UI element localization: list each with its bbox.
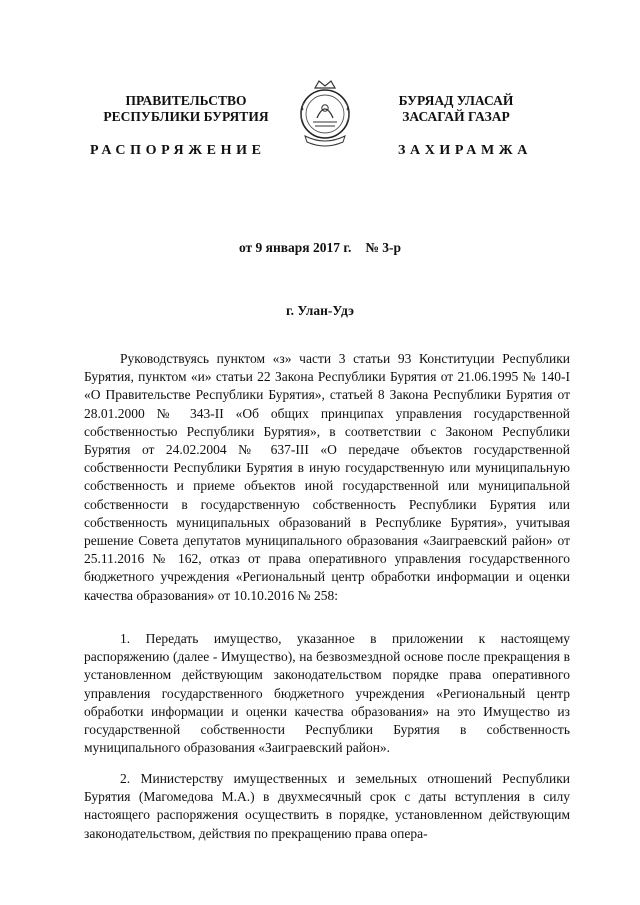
document-number: № 3-р bbox=[365, 240, 402, 255]
date-number-line bbox=[0, 240, 640, 256]
header-left-line1: ПРАВИТЕЛЬСТВО bbox=[125, 93, 247, 108]
header-right-line1: БУРЯАД УЛАСАЙ bbox=[398, 93, 514, 108]
header-right bbox=[370, 93, 542, 125]
header-left-line2: РЕСПУБЛИКИ БУРЯТИЯ bbox=[103, 109, 269, 124]
clause-1-paragraph: 1. Передать имущество, указанное в приложении к настоящему распоряжению (далее - Имущество), на безвозмездной основе после прекращения в установленном действующим законодательством порядке права оперативного управления государственного бюджетного учреждения «Региональный центр обработки информации и оценки качества образования» на это Имущество из государственной собственности Республики Бурятия в собственность муниципального образования «Заиграевский район». bbox=[84, 631, 570, 756]
preamble-paragraph: Руководствуясь пунктом «з» части 3 статьи 93 Конституции Республики Бурятия, пунктом «и» статьи 22 Закона Республики Бурятия от 21.06.1995 № 140-I «О Правительстве Республики Бурятия», статьей 8 Закона Республики Бурятия от 28.01.2000 № 343-II «Об общих принципах управления государственной собственностью Республики Бурятия», в соответствии с Законом Республики Бурятия от 24.02.2004 № 637-III «О передаче объектов государственной собственности Республики Бурятия в иную государственную или муниципальную собственность и приеме объектов иной государственной или муниципальной собственности в государственную собственность Республики Бурятия или собственность муниципальных образований в Республике Бурятия», учитывая решение Совета депутатов муниципального образования «Заиграевский район» от 25.11.2016 № 162, отказ от права оперативного управления государственного бюджетного учреждения «Региональный центр обработки информации и оценки качества образования» от 10.10.2016 № 258: bbox=[84, 351, 570, 603]
document-type-right: ЗАХИРАМЖА bbox=[398, 143, 532, 158]
header-right-line2: ЗАСАГАЙ ГАЗАР bbox=[402, 109, 510, 124]
coat-of-arms-emblem bbox=[293, 78, 357, 150]
document-type-left: РАСПОРЯЖЕНИЕ bbox=[90, 143, 266, 158]
city-line: г. Улан-Удэ bbox=[286, 303, 354, 318]
header-left bbox=[92, 93, 280, 125]
clause-2-paragraph: 2. Министерству имущественных и земельных отношений Республики Бурятия (Магомедова М.А.) в двухмесячный срок с даты вступления в силу настоящего распоряжения осуществить в порядке, установленном действующим законодательством, действия по прекращению права опера- bbox=[84, 771, 570, 841]
document-date: от 9 января 2017 г. bbox=[238, 240, 352, 255]
